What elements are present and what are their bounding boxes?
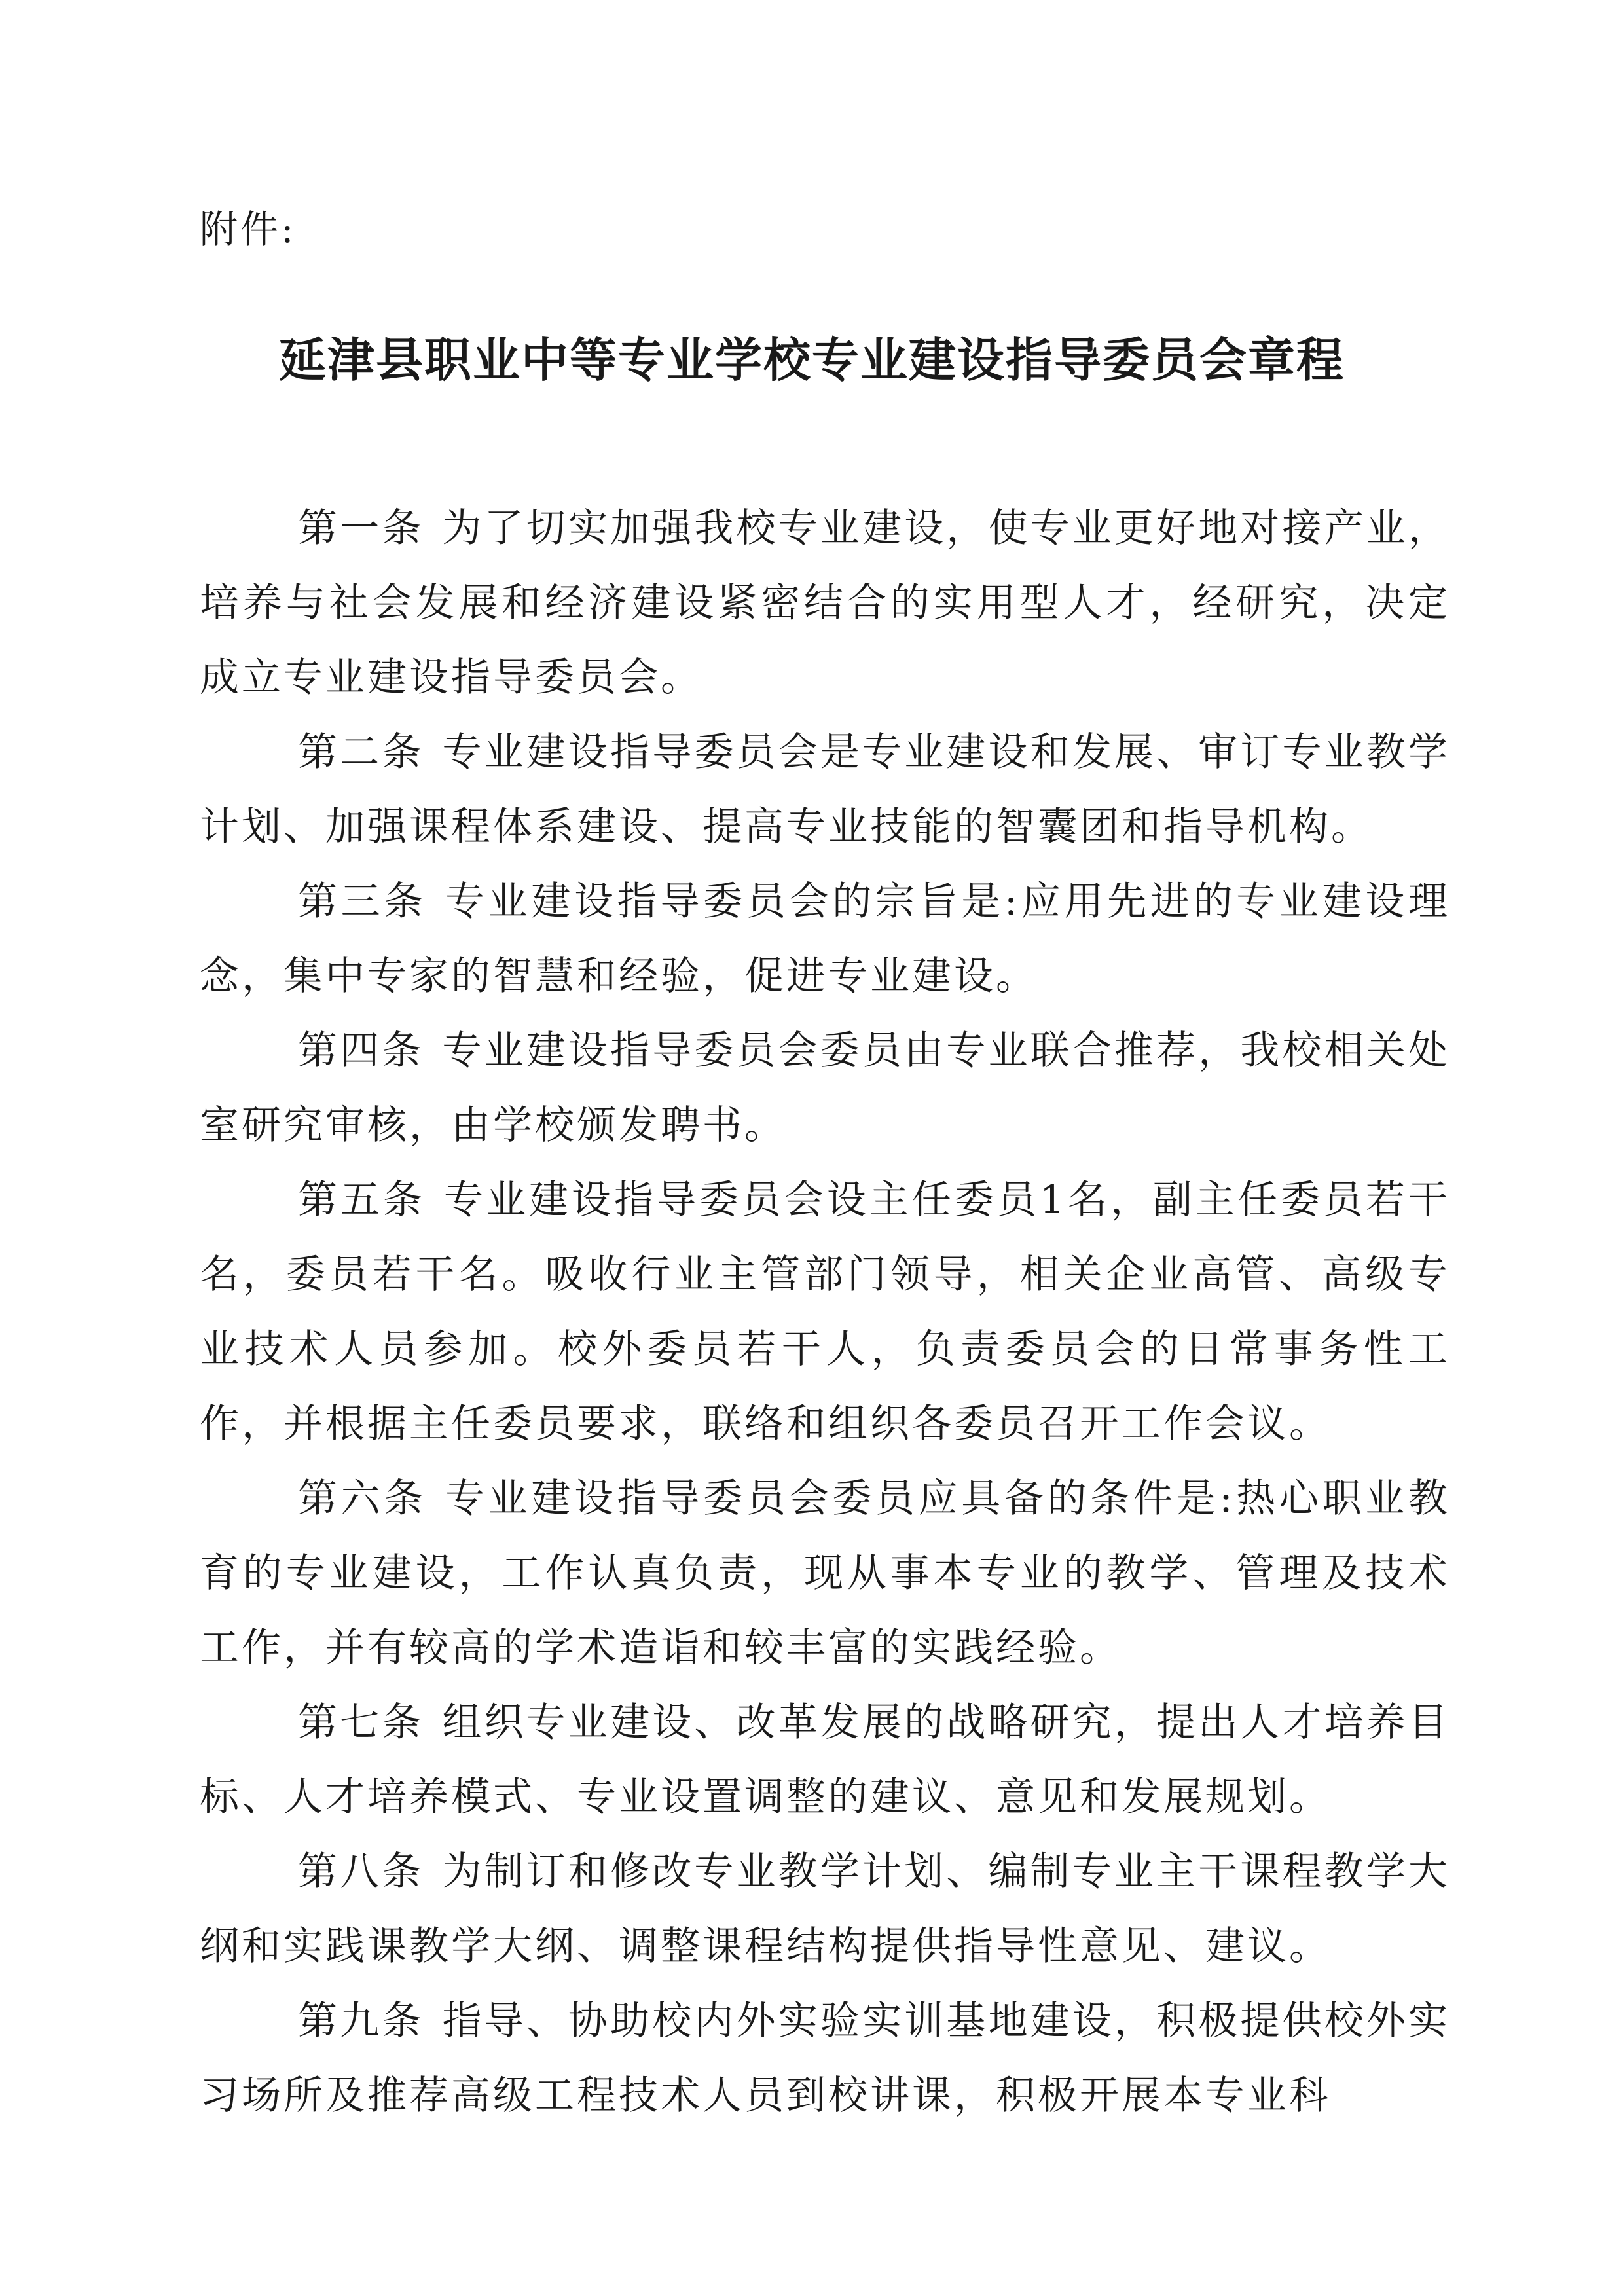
article-number: 第二条 bbox=[298, 729, 424, 775]
article-6 bbox=[200, 1461, 1450, 1685]
article-text: 指导、协助校内外实验实训基地建设，积极提供校外实习场所及推荐高级工程技术人员到校讲课，积极开展本专业科 bbox=[200, 1998, 1451, 2119]
article-3 bbox=[200, 864, 1450, 1013]
article-number: 第九条 bbox=[298, 1998, 424, 2044]
article-2 bbox=[200, 715, 1450, 864]
article-number: 第一条 bbox=[298, 505, 424, 551]
article-text: 专业建设指导委员会设主任委员1名，副主任委员若干名，委员若干名。吸收行业主管部门领导，相关企业高管、高级专业技术人员参加。校外委员若干人，负责委员会的日常事务性工作，并根据主任委员要求，联络和组织各委员召开工作会议。 bbox=[200, 1177, 1450, 1447]
document-body bbox=[200, 491, 1450, 2133]
article-7 bbox=[200, 1685, 1450, 1834]
article-number: 第三条 bbox=[298, 879, 428, 924]
article-number: 第七条 bbox=[298, 1700, 424, 1745]
article-number: 第四条 bbox=[298, 1028, 424, 1074]
article-text: 专业建设指导委员会的宗旨是:应用先进的专业建设理念，集中专家的智慧和经验，促进专业建设。 bbox=[200, 879, 1451, 999]
article-number: 第五条 bbox=[298, 1177, 426, 1223]
article-4 bbox=[200, 1013, 1450, 1163]
article-5 bbox=[200, 1163, 1450, 1461]
article-text: 为制订和修改专业教学计划、编制专业主干课程教学大纲和实践课教学大纲、调整课程结构提供指导性意见、建议。 bbox=[200, 1849, 1451, 1969]
document-title: 延津县职业中等专业学校专业建设指导委员会章程 bbox=[278, 333, 1345, 388]
article-text: 专业建设指导委员会委员应具备的条件是:热心职业教育的专业建设，工作认真负责，现从事本专业的教学、管理及技术工作，并有较高的学术造诣和较丰富的实践经验。 bbox=[200, 1476, 1451, 1671]
article-number: 第六条 bbox=[298, 1476, 428, 1522]
article-text: 专业建设指导委员会委员由专业联合推荐，我校相关处室研究审核，由学校颁发聘书。 bbox=[200, 1028, 1451, 1148]
article-text: 为了切实加强我校专业建设，使专业更好地对接产业，培养与社会发展和经济建设紧密结合的实用型人才，经研究，决定成立专业建设指导委员会。 bbox=[200, 505, 1451, 701]
article-number: 第八条 bbox=[298, 1849, 424, 1895]
article-text: 组织专业建设、改革发展的战略研究，提出人才培养目标、人才培养模式、专业设置调整的建议、意见和发展规划。 bbox=[200, 1700, 1451, 1820]
article-8 bbox=[200, 1834, 1450, 1984]
article-1 bbox=[200, 491, 1450, 715]
attachment-label: 附件: bbox=[200, 207, 297, 251]
article-9 bbox=[200, 1984, 1450, 2133]
article-text: 专业建设指导委员会是专业建设和发展、审订专业教学计划、加强课程体系建设、提高专业技能的智囊团和指导机构。 bbox=[200, 729, 1451, 850]
